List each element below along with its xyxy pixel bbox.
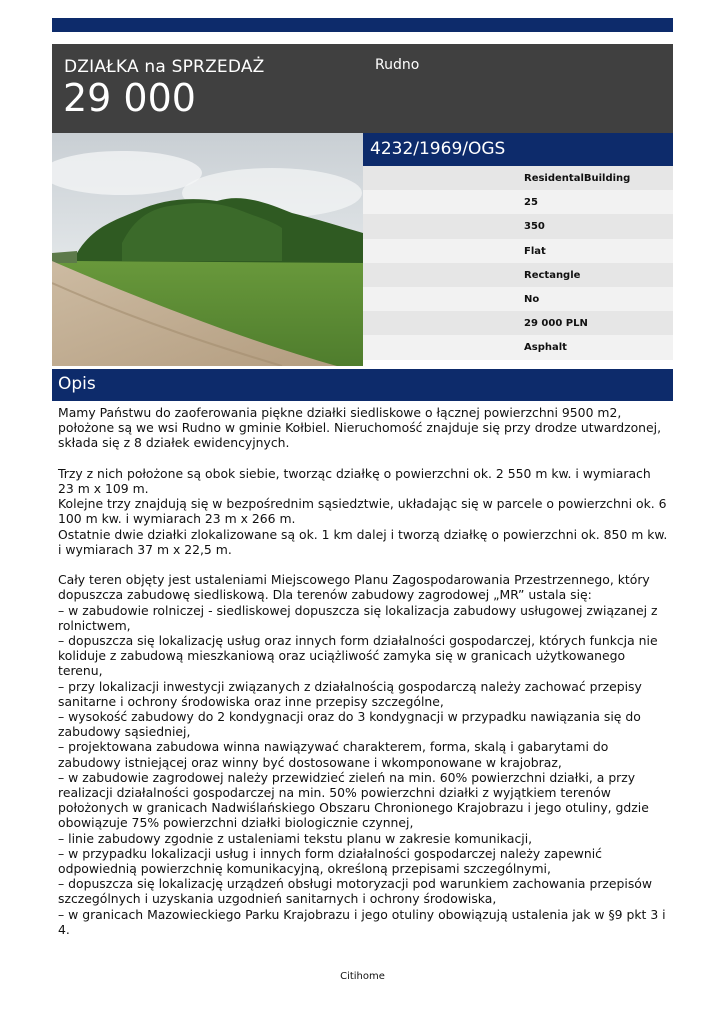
attribute-value: Flat: [524, 245, 546, 257]
attribute-value: ResidentalBuilding: [524, 173, 631, 184]
description-list-item: – w przypadku lokalizacji usług i innych form działalności gospodarczej należy zapewnić odpowiednią powierzchnię komunikacyjną, określoną przepisami szczególnymi,: [58, 845, 602, 877]
listing-header: [52, 44, 673, 133]
description-list-item: – dopuszcza się lokalizację urządzeń obsługi motoryzacji pod warunkiem zachowania przepisów szczególnych i uzyskania uzgodnień sanitarnych i ochrony środowiska,: [58, 876, 653, 907]
listing-price: 29 000: [63, 76, 196, 120]
attributes-table: [363, 166, 673, 360]
attribute-value: 25: [524, 197, 538, 209]
paragraph-spacer: [58, 451, 670, 466]
listing-city: Rudno: [375, 57, 420, 73]
description-list-item: – projektowana zabudowa winna nawiązywać charakterem, forma, skalą i gabarytami do zabudowy istniejącej oraz winny być dostosowane i wkomponowane w krajobraz,: [58, 739, 609, 770]
description-list-item: – dopuszcza się lokalizację usług oraz innych form działalności gospodarczej, których funkcja nie koliduje z zabudową mieszkaniową oraz uciążliwość zamyka się w granicach użytkowanego terenu,: [58, 633, 658, 679]
description-list-item: – przy lokalizacji inwestycji związanych z działalnością gospodarczą należy zachować przepisy sanitarne i ochrony środowiska oraz inne przepisy szczególne,: [58, 678, 642, 709]
attribute-value: Asphalt: [524, 342, 567, 354]
description-list-item: – w zabudowie zagrodowej należy przewidzieć zieleń na min. 60% powierzchni działki, a przy realizacji działalności gospodarczej na min. 50% powierzchni działki z wyjątkiem terenów położonych w granicach Nadwiślańskiego Obszaru Chronionego Krajobrazu i jego otuliny, gdzie obowiązuje 75% powierzchni działki biologicznie czynnej,: [58, 769, 649, 831]
attribute-row: [363, 239, 673, 263]
attribute-row: [363, 263, 673, 287]
description-list-item: – wysokość zabudowy do 2 kondygnacji oraz do 3 kondygnacji w przypadku nawiązania się do zabudowy sąsiedniej,: [58, 709, 641, 740]
attribute-row: [363, 214, 673, 238]
attribute-value: 29 000 PLN: [524, 318, 588, 330]
reference-number: 4232/1969/OGS: [370, 139, 506, 159]
attribute-value: 350: [524, 221, 545, 233]
attribute-row: [363, 311, 673, 335]
attribute-row: [363, 190, 673, 214]
description-paragraph: Kolejne trzy znajdują się w bezpośrednim sąsiedztwie, układając się w parcele o powierzchni ok. 6 100 m kw. i wymiarach 23 m x 266 m.: [58, 496, 667, 527]
description-heading: Opis: [58, 374, 96, 394]
description-paragraph: Mamy Państwu do zaoferowania piękne działki siedliskowe o łącznej powierzchni 9500 m2, położone są we wsi Rudno w gminie Kołbiel. Nieruchomość znajduje się przy drodze utwardzonej, składa się z 8 działek ewidencyjnych.: [58, 405, 662, 451]
description-heading-bar: [52, 369, 673, 401]
reference-bar: [363, 133, 673, 166]
listing-type-label: DZIAŁKA na SPRZEDAŻ: [64, 57, 265, 77]
footer-brand: Citihome: [340, 971, 385, 982]
attribute-row: [363, 166, 673, 190]
attribute-value: No: [524, 293, 540, 305]
description-list-item: – linie zabudowy zgodnie z ustaleniami tekstu planu w zakresie komunikacji,: [58, 830, 533, 846]
attribute-value: Rectangle: [524, 269, 581, 281]
paragraph-spacer: [58, 557, 670, 572]
description-paragraph: Ostatnie dwie działki zlokalizowane są ok. 1 km dalej i tworzą działkę o powierzchni ok. 850 m kw. i wymiarach 37 m x 22,5 m.: [58, 526, 668, 557]
property-photo: [52, 133, 363, 366]
description-list-item: – w granicach Mazowieckiego Parku Krajobrazu i jego otuliny obowiązują ustalenia jak w §9 pkt 3 i 4.: [58, 906, 666, 937]
description-paragraph: Cały teren objęty jest ustaleniami Miejscowego Planu Zagospodarowania Przestrzennego, który dopuszcza zabudowę siedliskową. Dla terenów zabudowy zagrodowej „MR” ustala się:: [58, 572, 650, 603]
description-paragraph: Trzy z nich położone są obok siebie, tworząc działkę o powierzchni ok. 2 550 m kw. i wymiarach 23 m x 109 m.: [58, 465, 651, 496]
top-accent-bar: [52, 18, 673, 32]
attribute-row: [363, 287, 673, 311]
attribute-row: [363, 335, 673, 359]
distant-trees: [52, 251, 77, 263]
description-body: [58, 405, 670, 937]
description-list-item: – w zabudowie rolniczej - siedliskowej dopuszcza się lokalizacja zabudowy usługowej związanej z rolnictwem,: [58, 602, 658, 633]
